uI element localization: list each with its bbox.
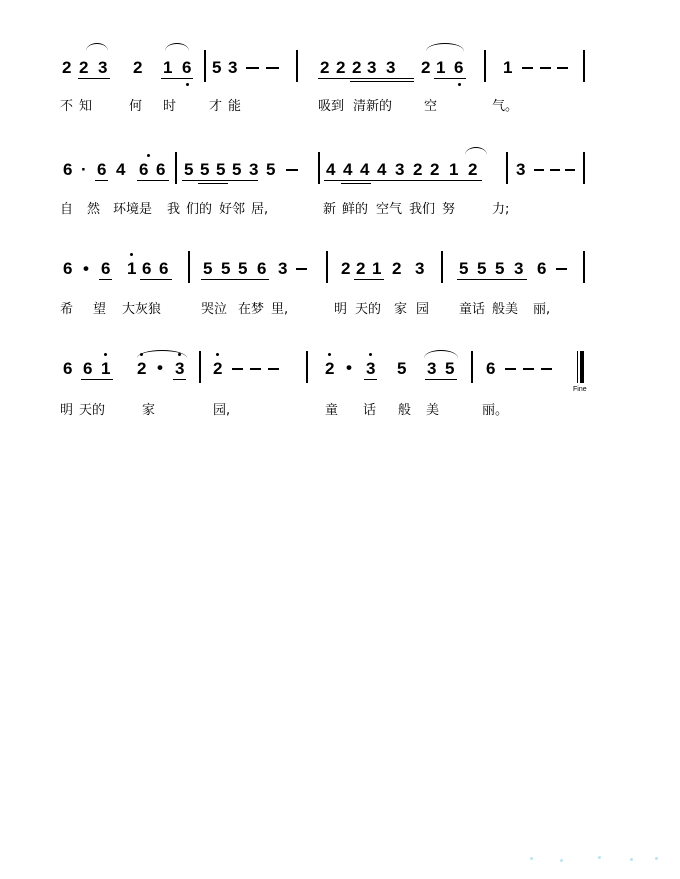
high-octave-dot — [369, 353, 372, 356]
note: 3 — [278, 259, 288, 278]
barline — [326, 251, 328, 283]
barline — [441, 251, 443, 283]
note: 1 — [127, 259, 137, 278]
lyric: 吸到 — [318, 99, 345, 114]
lyric: 望 — [93, 302, 107, 317]
note: 6 — [101, 259, 111, 278]
high-octave-dot — [178, 353, 181, 356]
final-barline-thin — [577, 351, 578, 383]
note: 6 — [537, 259, 547, 278]
note: 2 — [320, 58, 330, 77]
note: 3 — [395, 160, 405, 179]
note: 5 — [221, 259, 231, 278]
lyric: 然 — [87, 202, 101, 217]
underline — [318, 78, 414, 79]
note: 3 — [516, 160, 526, 179]
lyric: 般美 — [492, 302, 519, 317]
note: 6 — [257, 259, 267, 278]
note: 2 — [468, 160, 478, 179]
lyric: 园 — [416, 302, 430, 317]
barline — [188, 251, 190, 283]
note: 3 — [386, 58, 396, 77]
dash — [541, 368, 552, 370]
note: 2 — [430, 160, 440, 179]
lyric: 居, — [251, 202, 269, 217]
lyric: 里, — [271, 302, 289, 317]
note: 2 — [133, 58, 143, 77]
high-octave-dot — [147, 154, 150, 157]
dash — [557, 67, 568, 69]
final-barline-thick — [580, 351, 584, 383]
lyric: 时 — [163, 99, 177, 114]
note: 2 — [356, 259, 366, 278]
note: 6 — [454, 58, 464, 77]
lyric: 我们 — [409, 202, 436, 217]
note: 5 — [203, 259, 213, 278]
high-octave-dot — [130, 253, 133, 256]
note: 2 — [336, 58, 346, 77]
note: 6 — [139, 160, 149, 179]
lyric: 家 — [394, 302, 408, 317]
dash — [296, 268, 307, 270]
slur — [86, 43, 108, 51]
note: 4 — [326, 160, 336, 179]
high-octave-dot — [328, 353, 331, 356]
note: 3 — [427, 359, 437, 378]
dash — [556, 268, 567, 270]
note: 4 — [343, 160, 353, 179]
lyric: 何 — [129, 99, 143, 114]
note: 4 — [377, 160, 387, 179]
lyric: 在梦 — [238, 302, 265, 317]
note: 3 — [249, 160, 259, 179]
underline — [81, 379, 113, 380]
note: 1 — [101, 359, 111, 378]
note: • — [346, 358, 352, 377]
note: 3 — [514, 259, 524, 278]
underline — [140, 279, 172, 280]
note: 4 — [360, 160, 370, 179]
note: 6 — [63, 259, 73, 278]
note: 5 — [495, 259, 505, 278]
note: 6 — [97, 160, 107, 179]
low-octave-dot — [458, 83, 461, 86]
lyric: 们的 — [186, 202, 213, 217]
note: 5 — [477, 259, 487, 278]
barline — [471, 351, 473, 383]
underline — [425, 379, 457, 380]
underline — [434, 78, 466, 79]
lyric: 清新的 — [353, 99, 393, 114]
underline — [173, 379, 186, 380]
lyric: 空 — [424, 99, 438, 114]
underline — [161, 78, 193, 79]
note: 5 — [216, 160, 226, 179]
note: 6 — [156, 160, 166, 179]
note: 2 — [392, 259, 402, 278]
lyric: 能 — [228, 99, 242, 114]
barline — [199, 351, 201, 383]
underline — [354, 279, 384, 280]
lyric: 话 — [363, 403, 377, 418]
dash — [266, 67, 279, 69]
barline — [296, 50, 298, 82]
high-octave-dot — [216, 353, 219, 356]
note: 5 — [212, 58, 222, 77]
note: 3 — [366, 359, 376, 378]
barline — [583, 50, 585, 82]
slur — [165, 43, 189, 51]
lyric: 天的 — [355, 302, 382, 317]
note: 6 — [159, 259, 169, 278]
note: 2 — [421, 58, 431, 77]
lyric: 丽, — [533, 302, 551, 317]
note: 6 — [63, 359, 73, 378]
dash — [522, 67, 533, 69]
scan-artifact — [520, 855, 670, 863]
underline — [198, 183, 228, 184]
note: 5 — [459, 259, 469, 278]
barline — [175, 152, 177, 184]
dash — [268, 368, 279, 370]
note: 5 — [397, 359, 407, 378]
slur — [465, 147, 487, 155]
note: 2 — [79, 58, 89, 77]
dash — [523, 368, 534, 370]
lyric: 不 — [60, 99, 74, 114]
lyric: 童话 — [459, 302, 486, 317]
lyric: 空气 — [376, 202, 403, 217]
dash — [505, 368, 516, 370]
high-octave-dot — [140, 353, 143, 356]
dash — [232, 368, 243, 370]
underline — [341, 183, 371, 184]
barline — [484, 50, 486, 82]
barline — [318, 152, 320, 184]
note: 1 — [503, 58, 513, 77]
underline — [350, 81, 414, 82]
dash — [550, 169, 560, 171]
note: 6 — [182, 58, 192, 77]
note: • — [157, 358, 163, 377]
barline — [204, 50, 206, 82]
barline — [306, 351, 308, 383]
lyric: 我 — [167, 202, 181, 217]
dash — [286, 169, 298, 171]
note: 3 — [175, 359, 185, 378]
lyric: 丽。 — [482, 403, 509, 418]
underline — [95, 180, 108, 181]
barline — [583, 251, 585, 283]
note: 5 — [445, 359, 455, 378]
note: 5 — [232, 160, 242, 179]
note: 6 — [83, 359, 93, 378]
lyric: 明 — [60, 403, 74, 418]
note: 1 — [436, 58, 446, 77]
dash — [250, 368, 261, 370]
note: 2 — [213, 359, 223, 378]
lyric: 知 — [79, 99, 93, 114]
slur — [424, 350, 458, 358]
lyric: 哭泣 — [201, 302, 228, 317]
lyric: 希 — [60, 302, 74, 317]
note: 5 — [184, 160, 194, 179]
note: • — [83, 259, 89, 278]
underline — [201, 279, 269, 280]
underline — [182, 180, 258, 181]
note: 2 — [341, 259, 351, 278]
note: · — [81, 160, 87, 179]
lyric: 力; — [492, 202, 510, 217]
lyric: 明 — [334, 302, 348, 317]
barline — [506, 152, 508, 184]
underline — [99, 279, 112, 280]
dash — [534, 169, 544, 171]
note: 2 — [352, 58, 362, 77]
underline — [324, 180, 482, 181]
note: 6 — [63, 160, 73, 179]
note: 6 — [486, 359, 496, 378]
note: 5 — [266, 160, 276, 179]
note: 2 — [325, 359, 335, 378]
underline — [457, 279, 527, 280]
note: 1 — [449, 160, 459, 179]
note: 3 — [98, 58, 108, 77]
note: 3 — [228, 58, 238, 77]
underline — [364, 379, 377, 380]
lyric: 好邻 — [219, 202, 246, 217]
note: 6 — [142, 259, 152, 278]
note: 1 — [372, 259, 382, 278]
lyric: 童 — [325, 403, 339, 418]
underline — [137, 180, 169, 181]
lyric: 新 — [323, 202, 337, 217]
note: 5 — [200, 160, 210, 179]
underline — [78, 78, 110, 79]
lyric: 大灰狼 — [122, 302, 162, 317]
lyric: 园, — [213, 403, 231, 418]
lyric: 环境是 — [113, 202, 153, 217]
lyric: 鲜的 — [342, 202, 369, 217]
note: 2 — [413, 160, 423, 179]
lyric: 气。 — [492, 99, 519, 114]
high-octave-dot — [104, 353, 107, 356]
note: 3 — [415, 259, 425, 278]
lyric: 努 — [442, 202, 456, 217]
fine-marking: Fine — [573, 386, 587, 393]
lyric: 自 — [60, 202, 74, 217]
note: 5 — [238, 259, 248, 278]
slur — [426, 43, 464, 51]
lyric: 美 — [426, 403, 440, 418]
note: 2 — [62, 58, 72, 77]
note: 2 — [137, 359, 147, 378]
low-octave-dot — [186, 83, 189, 86]
note: 4 — [116, 160, 126, 179]
lyric: 天的 — [79, 403, 106, 418]
dash — [540, 67, 551, 69]
note: 1 — [163, 58, 173, 77]
note: 3 — [367, 58, 377, 77]
lyric: 才 — [209, 99, 223, 114]
dash — [565, 169, 575, 171]
dash — [246, 67, 259, 69]
lyric: 家 — [142, 403, 156, 418]
lyric: 般 — [398, 403, 412, 418]
barline — [583, 152, 585, 184]
